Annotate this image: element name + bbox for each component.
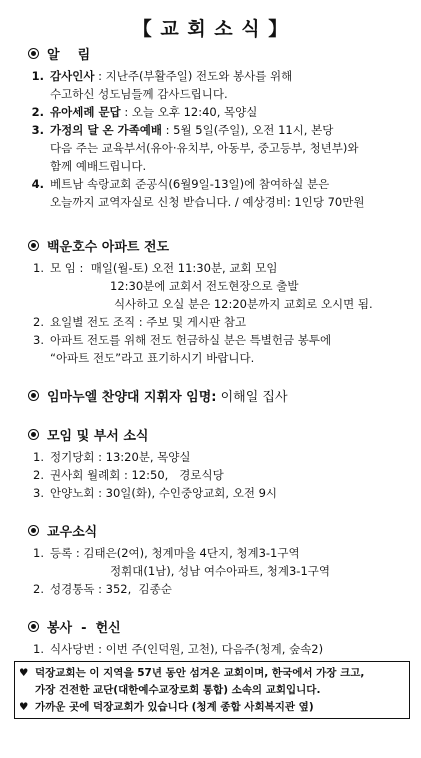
item-text: : 5월 5일(주일), 오전 11시, 본당	[162, 123, 334, 137]
notice-text: 덕장교회는 이 지역을 57년 동안 섬겨온 교회이며, 한국에서 가장 크고,	[35, 667, 365, 679]
list-item	[28, 313, 413, 331]
item-number: 1.	[33, 642, 44, 656]
item-text: 요일별 전도 조직 : 주보 및 게시판 참고	[50, 315, 247, 329]
item-continuation: 식사하고 오실 분은 12:20분까지 교회로 오시면 됨.	[114, 297, 373, 311]
list-item	[28, 580, 413, 598]
item-continuation: 12:30분에 교회서 전도현장으로 출발	[110, 279, 299, 293]
list-item	[28, 67, 413, 85]
circle-bullet-icon	[28, 240, 39, 251]
item-number: 4.	[31, 177, 44, 191]
item-continuation: 오늘까지 교역자실로 신청 받습니다. / 예상경비: 1인당 70만원	[50, 195, 365, 209]
item-continuation: 함께 예배드립니다.	[50, 159, 147, 173]
section-heading	[28, 425, 413, 443]
item-number: 1.	[33, 261, 44, 275]
notice-text: 가장 건전한 교단(대한예수교장로회 통합) 소속의 교회입니다.	[35, 684, 321, 696]
circle-bullet-icon	[28, 429, 39, 440]
heading-text: 봉사 - 헌신	[47, 620, 121, 636]
list-item	[28, 448, 413, 466]
item-label: 감사인사	[50, 69, 95, 83]
item-text: 모 임 : 매일(월-토) 오전 11:30분, 교회 모임	[50, 261, 278, 275]
list-item	[28, 544, 413, 562]
item-number: 3.	[33, 486, 44, 500]
section-heading	[28, 236, 413, 254]
item-number: 3.	[33, 333, 44, 347]
list-item	[28, 466, 413, 484]
item-text: 아파트 전도를 위해 전도 헌금하실 분은 특별헌금 봉투에	[50, 333, 332, 347]
section-heading	[28, 44, 413, 62]
section-heading	[28, 386, 413, 404]
item-text: 베트남 속랑교회 준공식(6월9일-13일)에 참여하실 분은	[50, 177, 330, 191]
item-label: 유아세례 문답	[50, 105, 121, 119]
list-item	[28, 484, 413, 502]
list-item	[28, 121, 413, 139]
notice-text: 가까운 곳에 덕장교회가 있습니다 (청계 종합 사회복지관 옆)	[35, 701, 314, 713]
church-info-box	[14, 661, 410, 719]
notice-line	[19, 665, 405, 682]
circle-bullet-icon	[28, 525, 39, 536]
item-text: 안양노회 : 30일(화), 수인중앙교회, 오전 9시	[50, 486, 278, 500]
item-number: 3.	[31, 123, 44, 137]
item-text: : 오늘 오후 12:40, 목양실	[120, 105, 258, 119]
heading-text: 모임 및 부서 소식	[47, 428, 149, 444]
item-continuation: “아파트 전도”라고 표기하시기 바랍니다.	[50, 351, 255, 365]
list-item	[28, 331, 413, 349]
section-apartment-evangelism	[28, 236, 413, 367]
item-text: 정기당회 : 13:20분, 목양실	[50, 450, 191, 464]
circle-bullet-icon	[28, 48, 39, 59]
item-number: 2.	[33, 315, 44, 329]
item-text: : 지난주(부활주일) 전도와 봉사를 위해	[94, 69, 293, 83]
section-meetings	[28, 425, 413, 502]
item-number: 2.	[31, 105, 44, 119]
heart-icon: ♥	[19, 701, 29, 713]
circle-bullet-icon	[28, 621, 39, 632]
section-heading	[28, 521, 413, 539]
item-continuation: 다음 주는 교육부서(유아·유치부, 아동부, 중고등부, 청년부)와	[50, 141, 359, 155]
item-number: 1.	[33, 450, 44, 464]
item-text: 성경통독 : 352, 김종순	[50, 582, 172, 596]
item-number: 1.	[33, 546, 44, 560]
section-service	[28, 617, 413, 658]
list-item	[28, 640, 413, 658]
item-continuation: 정휘대(1남), 성남 여수아파트, 청계3-1구역	[110, 564, 330, 578]
list-item	[28, 175, 413, 193]
heading-text: 백운호수 아파트 전도	[47, 239, 170, 255]
item-number: 2.	[33, 582, 44, 596]
item-number: 1.	[31, 69, 44, 83]
appointee-name: 이해일 집사	[216, 389, 288, 405]
heading-text: 임마누엘 찬양대 지휘자 임명:	[47, 389, 217, 405]
section-member-news	[28, 521, 413, 598]
section-choir-appointment	[28, 386, 413, 409]
item-label: 가정의 달 온 가족예배	[50, 123, 162, 137]
list-item	[28, 259, 413, 277]
list-item	[28, 103, 413, 121]
item-text: 권사회 월례회 : 12:50, 경로식당	[50, 468, 224, 482]
bulletin-title: 【 교 회 소 식 】	[132, 18, 289, 40]
section-heading	[28, 617, 413, 635]
heart-icon: ♥	[19, 667, 29, 679]
heading-text: 알 림	[47, 47, 91, 63]
heading-text: 교우소식	[47, 524, 98, 540]
notice-line	[19, 699, 405, 716]
item-continuation: 수고하신 성도님들께 감사드립니다.	[50, 87, 228, 101]
circle-bullet-icon	[28, 390, 39, 401]
section-announcements	[28, 44, 413, 211]
item-number: 2.	[33, 468, 44, 482]
item-text: 식사당번 : 이번 주(인덕원, 고천), 다음주(청계, 숲속2)	[50, 642, 324, 656]
item-text: 등록 : 김태은(2여), 청계마을 4단지, 청계3-1구역	[50, 546, 300, 560]
